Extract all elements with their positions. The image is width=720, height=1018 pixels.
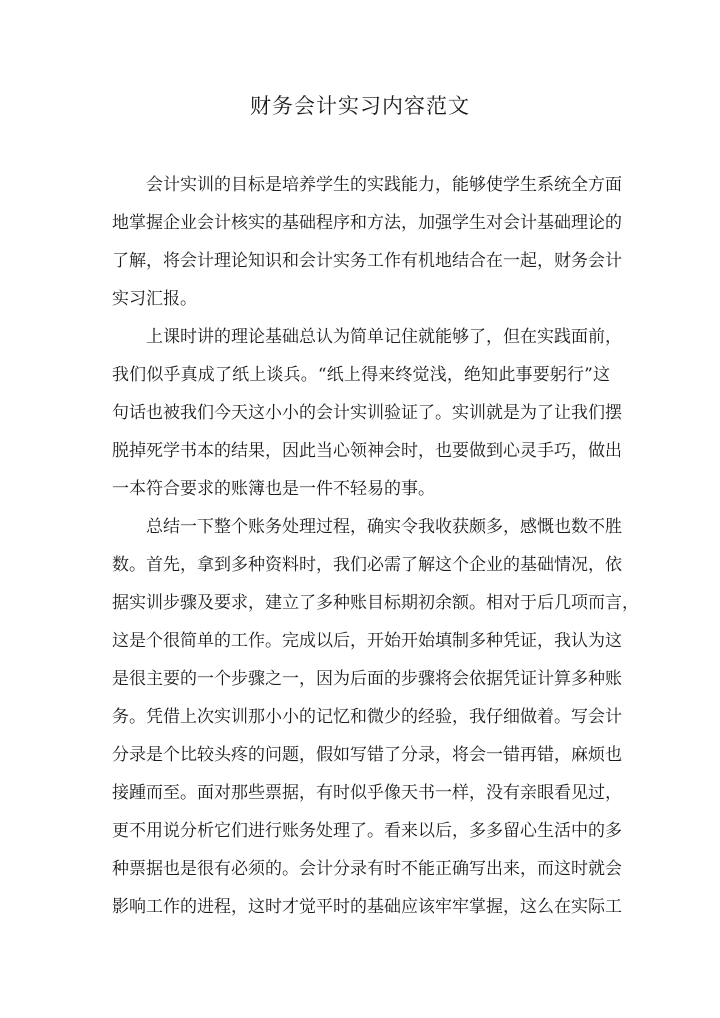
paragraph-line: 句话也被我们今天这小小的会计实训验证了。实训就是为了让我们摆 <box>112 403 622 423</box>
paragraph-line: 我们似乎真成了纸上谈兵。“纸上得来终觉浅，绝知此事要躬行”这 <box>112 365 610 385</box>
paragraph-line: 会计实训的目标是培养学生的实践能力，能够使学生系统全方面 <box>146 175 622 195</box>
paragraph-line: 数。首先，拿到多种资料时，我们必需了解这个企业的基础情况，依 <box>112 555 622 575</box>
paragraph-line: 上课时讲的理论基础总认为简单记住就能够了，但在实践面前， <box>146 327 622 347</box>
paragraph-line: 地掌握企业会计核实的基础程序和方法，加强学生对会计基础理论的 <box>112 213 622 233</box>
document-body <box>112 166 639 926</box>
paragraph-line: 这是个很简单的工作。完成以后，开始开始填制多种凭证，我认为这 <box>112 631 622 651</box>
paragraph-line: 接踵而至。面对那些票据，有时似乎像天书一样，没有亲眼看见过， <box>112 783 622 803</box>
paragraph-line: 据实训步骤及要求，建立了多种账目标期初余额。相对于后几项而言， <box>112 593 639 613</box>
paragraph-2 <box>112 318 622 508</box>
paragraph-line: 更不用说分析它们进行账务处理了。看来以后，多多留心生活中的多 <box>112 821 622 841</box>
paragraph-3 <box>112 508 639 926</box>
paragraph-line: 实习汇报。 <box>112 289 197 309</box>
paragraph-line: 总结一下整个账务处理过程，确实令我收获颇多，感慨也数不胜 <box>146 517 622 537</box>
paragraph-line: 影响工作的进程，这时才觉平时的基础应该牢牢掌握，这么在实际工 <box>112 897 622 917</box>
paragraph-line: 是很主要的一个步骤之一，因为后面的步骤将会依据凭证计算多种账 <box>112 669 622 689</box>
paragraph-line: 脱掉死学书本的结果，因此当心领神会时，也要做到心灵手巧，做出 <box>112 441 622 461</box>
document-title: 财务会计实习内容范文 <box>250 94 470 118</box>
paragraph-line: 务。凭借上次实训那小小的记忆和微少的经验，我仔细做着。写会计 <box>112 707 622 727</box>
paragraph-1 <box>112 166 622 318</box>
paragraph-line: 分录是个比较头疼的问题，假如写错了分录，将会一错再错，麻烦也 <box>112 745 622 765</box>
paragraph-line: 一本符合要求的账簿也是一件不轻易的事。 <box>112 479 435 499</box>
paragraph-line: 了解，将会计理论知识和会计实务工作有机地结合在一起，财务会计 <box>112 251 622 271</box>
paragraph-line: 种票据也是很有必须的。会计分录有时不能正确写出来，而这时就会 <box>112 859 622 879</box>
